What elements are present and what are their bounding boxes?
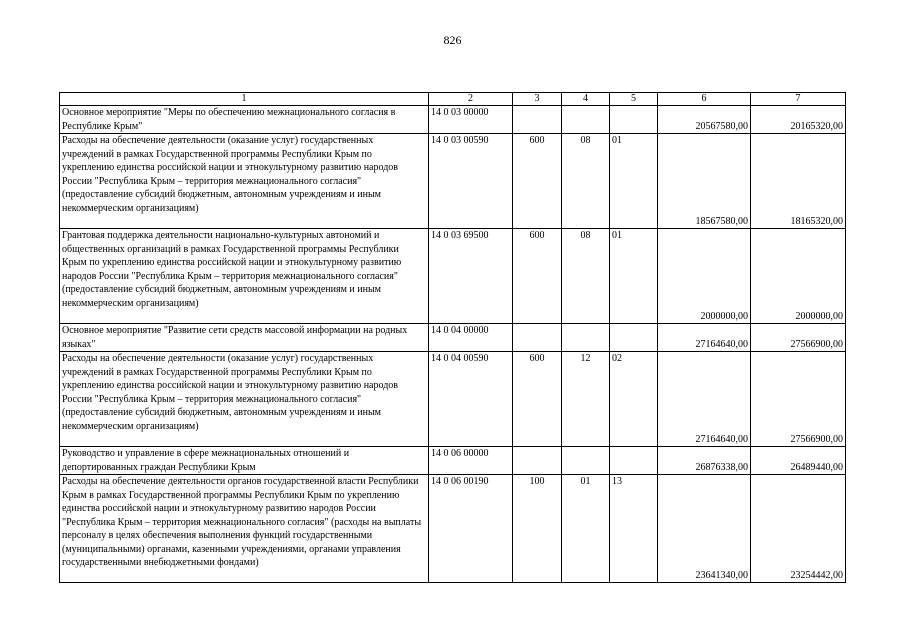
column-header-6: 6 xyxy=(658,93,751,106)
section-code xyxy=(562,106,610,134)
budget-code: 14 0 03 00000 xyxy=(429,106,513,134)
subsection-code xyxy=(610,106,658,134)
table-header-row xyxy=(60,93,846,106)
subsection-code: 01 xyxy=(610,229,658,324)
section-code xyxy=(562,447,610,475)
table-row xyxy=(60,229,846,324)
item-name: Руководство и управление в сфере межнациональных отношений и депортированных граждан Республики Крым xyxy=(60,447,429,475)
expense-type: 600 xyxy=(513,229,562,324)
amount-column-6: 27164640,00 xyxy=(658,352,751,447)
section-code xyxy=(562,324,610,352)
column-header-4: 4 xyxy=(562,93,610,106)
table-row xyxy=(60,324,846,352)
amount-column-7: 2000000,00 xyxy=(751,229,846,324)
item-name: Расходы на обеспечение деятельности (оказание услуг) государственных учреждений в рамках Государственной программы Республики Крым по укреплению единства российской нации и этнокультурному развитию народов России "Республика Крым – территория межнационального согласия" (предоставление субсидий бюджетным, автономным учреждениям и иным некоммерческим организациям) xyxy=(60,352,429,447)
table-row xyxy=(60,106,846,134)
expense-type xyxy=(513,447,562,475)
item-name: Основное мероприятие "Меры по обеспечению межнационального согласия в Республике Крым" xyxy=(60,106,429,134)
item-name: Расходы на обеспечение деятельности (оказание услуг) государственных учреждений в рамках Государственной программы Республики Крым по укреплению единства российской нации и этнокультурному развитию народов России "Республика Крым – территория межнационального согласия" (предоставление субсидий бюджетным, автономным учреждениям и иным некоммерческим организациям) xyxy=(60,134,429,229)
column-header-2: 2 xyxy=(429,93,513,106)
expense-type xyxy=(513,324,562,352)
budget-table xyxy=(59,92,846,583)
item-name: Основное мероприятие "Развитие сети средств массовой информации на родных языках" xyxy=(60,324,429,352)
column-header-7: 7 xyxy=(751,93,846,106)
amount-column-6: 18567580,00 xyxy=(658,134,751,229)
subsection-code: 01 xyxy=(610,134,658,229)
amount-column-6: 23641340,00 xyxy=(658,475,751,583)
amount-column-6: 26876338,00 xyxy=(658,447,751,475)
amount-column-7: 27566900,00 xyxy=(751,352,846,447)
amount-column-6: 2000000,00 xyxy=(658,229,751,324)
section-code: 08 xyxy=(562,134,610,229)
expense-type xyxy=(513,106,562,134)
table-row xyxy=(60,475,846,583)
budget-code: 14 0 06 00190 xyxy=(429,475,513,583)
table-row xyxy=(60,134,846,229)
item-name: Грантовая поддержка деятельности национально-культурных автономий и общественных организаций в рамках Государственной программы Республики Крым по укреплению единства российской нации и этнокультурному развитию народов России "Республика Крым – территория межнационального согласия" (предоставление субсидий бюджетным, автономным учреждениям и иным некоммерческим организациям) xyxy=(60,229,429,324)
page-number: 826 xyxy=(443,33,462,47)
column-header-1: 1 xyxy=(60,93,429,106)
budget-code: 14 0 04 00590 xyxy=(429,352,513,447)
section-code: 08 xyxy=(562,229,610,324)
expense-type: 100 xyxy=(513,475,562,583)
amount-column-7: 18165320,00 xyxy=(751,134,846,229)
table-row xyxy=(60,447,846,475)
table-row xyxy=(60,352,846,447)
budget-code: 14 0 04 00000 xyxy=(429,324,513,352)
expense-type: 600 xyxy=(513,352,562,447)
section-code: 01 xyxy=(562,475,610,583)
amount-column-7: 23254442,00 xyxy=(751,475,846,583)
budget-code: 14 0 03 00590 xyxy=(429,134,513,229)
subsection-code: 02 xyxy=(610,352,658,447)
budget-code: 14 0 03 69500 xyxy=(429,229,513,324)
amount-column-7: 26489440,00 xyxy=(751,447,846,475)
amount-column-7: 20165320,00 xyxy=(751,106,846,134)
expense-type: 600 xyxy=(513,134,562,229)
section-code: 12 xyxy=(562,352,610,447)
amount-column-6: 20567580,00 xyxy=(658,106,751,134)
budget-code: 14 0 06 00000 xyxy=(429,447,513,475)
subsection-code: 13 xyxy=(610,475,658,583)
subsection-code xyxy=(610,447,658,475)
amount-column-7: 27566900,00 xyxy=(751,324,846,352)
column-header-5: 5 xyxy=(610,93,658,106)
column-header-3: 3 xyxy=(513,93,562,106)
subsection-code xyxy=(610,324,658,352)
item-name: Расходы на обеспечение деятельности органов государственной власти Республики Крым в рамках Государственной программы Республики Крым по укреплению единства российской нации и этнокультурному развитию народов России "Республика Крым – территория межнационального согласия" (расходы на выплаты персоналу в целях обеспечения выполнения функций государственными (муниципальными) органами, казенными учреждениями, органами управления государственными внебюджетными фондами) xyxy=(60,475,429,583)
amount-column-6: 27164640,00 xyxy=(658,324,751,352)
